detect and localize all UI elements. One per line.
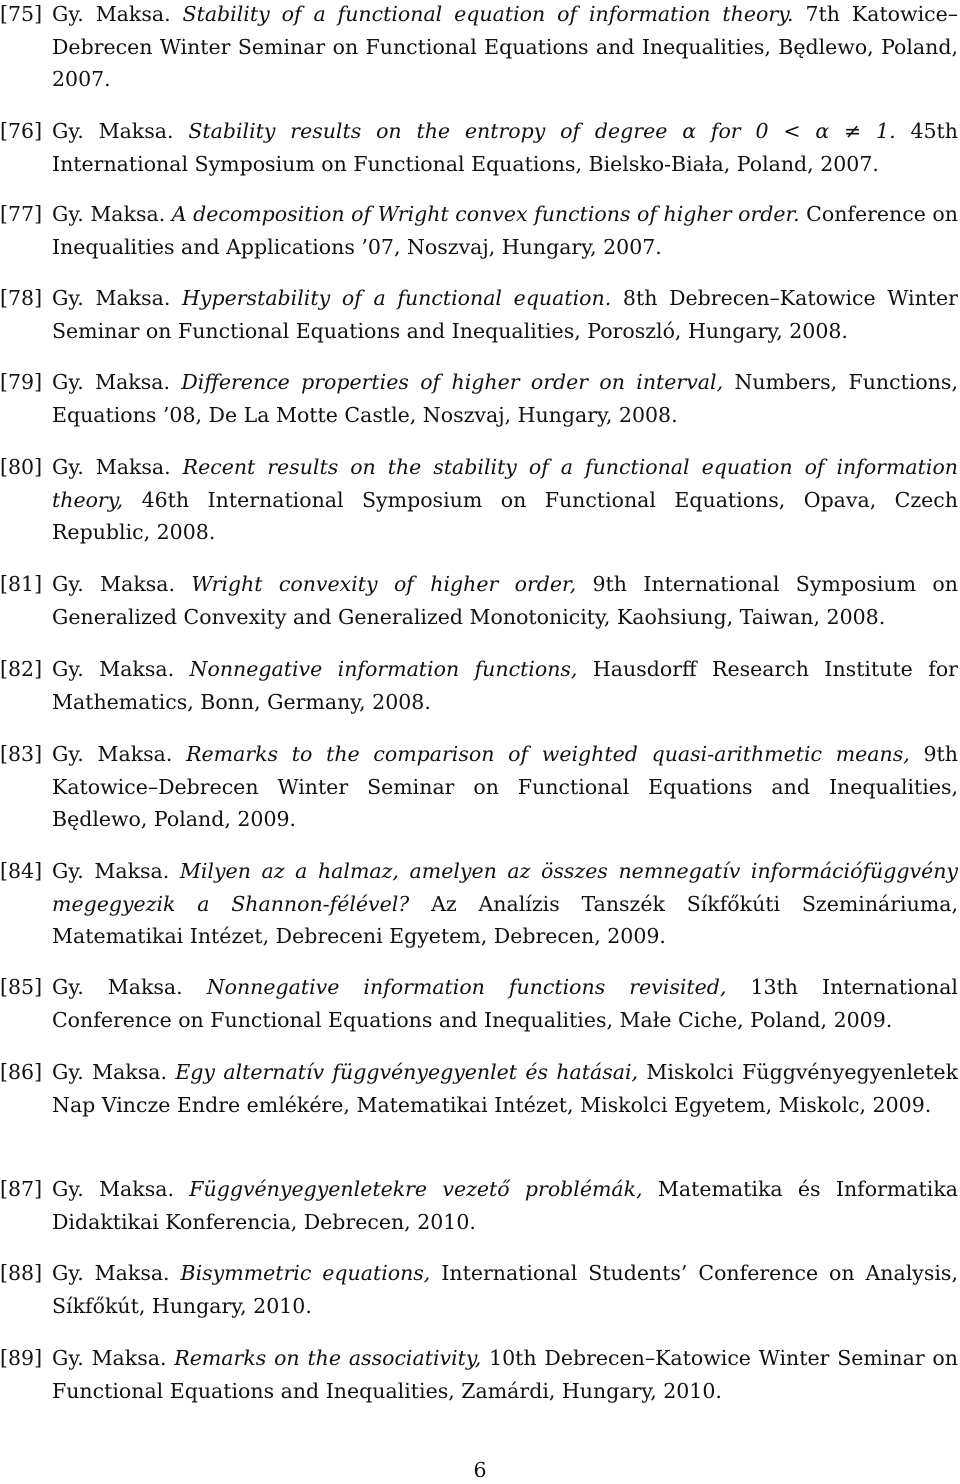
reference-title: Nonnegative information functions revisited, [206, 975, 727, 999]
reference-entry [0, 855, 958, 953]
reference-author: Gy. Maksa. [52, 859, 170, 883]
reference-number: [80] [0, 455, 43, 479]
reference-author: Gy. Maksa. [52, 742, 173, 766]
reference-text [52, 568, 958, 633]
reference-title: Egy alternatív függvényegyenlet és hatásai, [175, 1060, 639, 1084]
reference-entry [0, 366, 958, 431]
reference-entry [0, 1257, 958, 1322]
reference-title: Remarks to the comparison of weighted quasi-arithmetic means, [186, 742, 910, 766]
reference-title: Recent results on the stability of a functional equation of information theory, [52, 455, 958, 512]
reference-venue: Hausdorff Research Institute for Mathematics, Bonn, Germany, 2008. [52, 657, 958, 714]
reference-author: Gy. Maksa. [52, 572, 176, 596]
reference-number: [81] [0, 572, 43, 596]
reference-text [52, 282, 958, 347]
reference-venue: 45th International Symposium on Functional Equations, Bielsko-Biała, Poland, 2007. [52, 119, 958, 176]
reference-venue: 13th International Conference on Functional Equations and Inequalities, Małe Ciche, Poland, 2009. [52, 975, 958, 1032]
reference-text [52, 1342, 958, 1407]
reference-author: Gy. Maksa. [52, 1060, 167, 1084]
reference-number: [85] [0, 975, 43, 999]
reference-author: Gy. Maksa. [52, 286, 171, 310]
reference-text [52, 1173, 958, 1238]
reference-venue: Conference on Inequalities and Applications ’07, Noszvaj, Hungary, 2007. [52, 202, 958, 259]
reference-venue: 9th Katowice–Debrecen Winter Seminar on Functional Equations and Inequalities, Będlewo, Poland, 2009. [52, 742, 958, 831]
reference-venue: 7th Katowice–Debrecen Winter Seminar on Functional Equations and Inequalities, Będlewo, Poland, 2007. [52, 2, 958, 91]
reference-entry [0, 1342, 958, 1407]
reference-author: Gy. Maksa. [52, 370, 170, 394]
reference-venue: Az Analízis Tanszék Síkfőkúti Szemináriuma, Matematikai Intézet, Debreceni Egyetem, Debrecen, 2009. [52, 891, 958, 948]
reference-text [52, 198, 958, 263]
reference-entry [0, 738, 958, 836]
reference-entry [0, 971, 958, 1036]
reference-number: [78] [0, 286, 43, 310]
reference-title: Hyperstability of a functional equation. [182, 286, 612, 310]
reference-entry [0, 653, 958, 718]
reference-author: Gy. Maksa. [52, 1177, 174, 1201]
page-number: 6 [473, 1458, 487, 1482]
reference-entry [0, 0, 958, 96]
reference-text [52, 1257, 958, 1322]
reference-author: Gy. Maksa. [52, 455, 171, 479]
reference-number: [87] [0, 1177, 43, 1201]
reference-venue: Matematika és Informatika Didaktikai Konferencia, Debrecen, 2010. [52, 1177, 958, 1234]
reference-author: Gy. Maksa. [52, 1346, 167, 1370]
reference-author: Gy. Maksa. [52, 1261, 170, 1285]
reference-text [52, 855, 958, 953]
reference-text [52, 738, 958, 836]
reference-author: Gy. Maksa. [52, 657, 175, 681]
reference-text [52, 971, 958, 1036]
reference-entry [0, 282, 958, 347]
reference-number: [82] [0, 657, 43, 681]
reference-number: [88] [0, 1261, 43, 1285]
reference-venue: 9th International Symposium on Generalized Convexity and Generalized Monotonicity, Kaohsiung, Taiwan, 2008. [52, 572, 958, 629]
reference-entry [0, 568, 958, 633]
reference-number: [89] [0, 1346, 43, 1370]
reference-number: [83] [0, 742, 43, 766]
reference-text [52, 115, 958, 180]
reference-title: Stability of a functional equation of information theory. [182, 2, 794, 26]
reference-title: Remarks on the associativity, [174, 1346, 482, 1370]
reference-title: Milyen az a halmaz, amelyen az összes nemnegatív információfüggvény megegyezik a Shannon-félével? [52, 859, 958, 916]
reference-venue: Numbers, Functions, Equations ’08, De La Motte Castle, Noszvaj, Hungary, 2008. [52, 370, 958, 427]
reference-title: Bisymmetric equations, [180, 1261, 431, 1285]
reference-number: [75] [0, 2, 43, 26]
reference-number: [77] [0, 202, 43, 226]
reference-title: Difference properties of higher order on interval, [181, 370, 724, 394]
reference-text [52, 1056, 958, 1121]
reference-entry [0, 1056, 958, 1121]
reference-author: Gy. Maksa. [52, 202, 166, 226]
reference-title: Stability results on the entropy of degree α for 0 < α ≠ 1. [188, 119, 896, 143]
reference-entry [0, 1173, 958, 1238]
reference-entry [0, 115, 958, 180]
reference-title: Wright convexity of higher order, [191, 572, 577, 596]
reference-venue: International Students’ Conference on Analysis, Síkfőkút, Hungary, 2010. [52, 1261, 958, 1318]
reference-entry [0, 451, 958, 549]
reference-title: Függvényegyenletekre vezető problémák, [189, 1177, 643, 1201]
reference-author: Gy. Maksa. [52, 975, 183, 999]
reference-author: Gy. Maksa. [52, 2, 171, 26]
reference-number: [76] [0, 119, 43, 143]
reference-author: Gy. Maksa. [52, 119, 174, 143]
reference-title: A decomposition of Wright convex functions of higher order. [171, 202, 800, 226]
reference-text [52, 0, 958, 96]
reference-venue: Miskolci Függvényegyenletek Nap Vincze Endre emlékére, Matematikai Intézet, Miskolci Egyetem, Miskolc, 2009. [52, 1060, 958, 1117]
reference-venue: 8th Debrecen–Katowice Winter Seminar on Functional Equations and Inequalities, Poroszló, Hungary, 2008. [52, 286, 958, 343]
reference-text [52, 653, 958, 718]
reference-title: Nonnegative information functions, [189, 657, 578, 681]
reference-text [52, 366, 958, 431]
reference-entry [0, 198, 958, 263]
reference-number: [84] [0, 859, 43, 883]
reference-number: [86] [0, 1060, 43, 1084]
reference-text [52, 451, 958, 549]
reference-number: [79] [0, 370, 43, 394]
reference-venue: 46th International Symposium on Functional Equations, Opava, Czech Republic, 2008. [52, 487, 958, 544]
reference-venue: 10th Debrecen–Katowice Winter Seminar on Functional Equations and Inequalities, Zamárdi, Hungary, 2010. [52, 1346, 958, 1403]
